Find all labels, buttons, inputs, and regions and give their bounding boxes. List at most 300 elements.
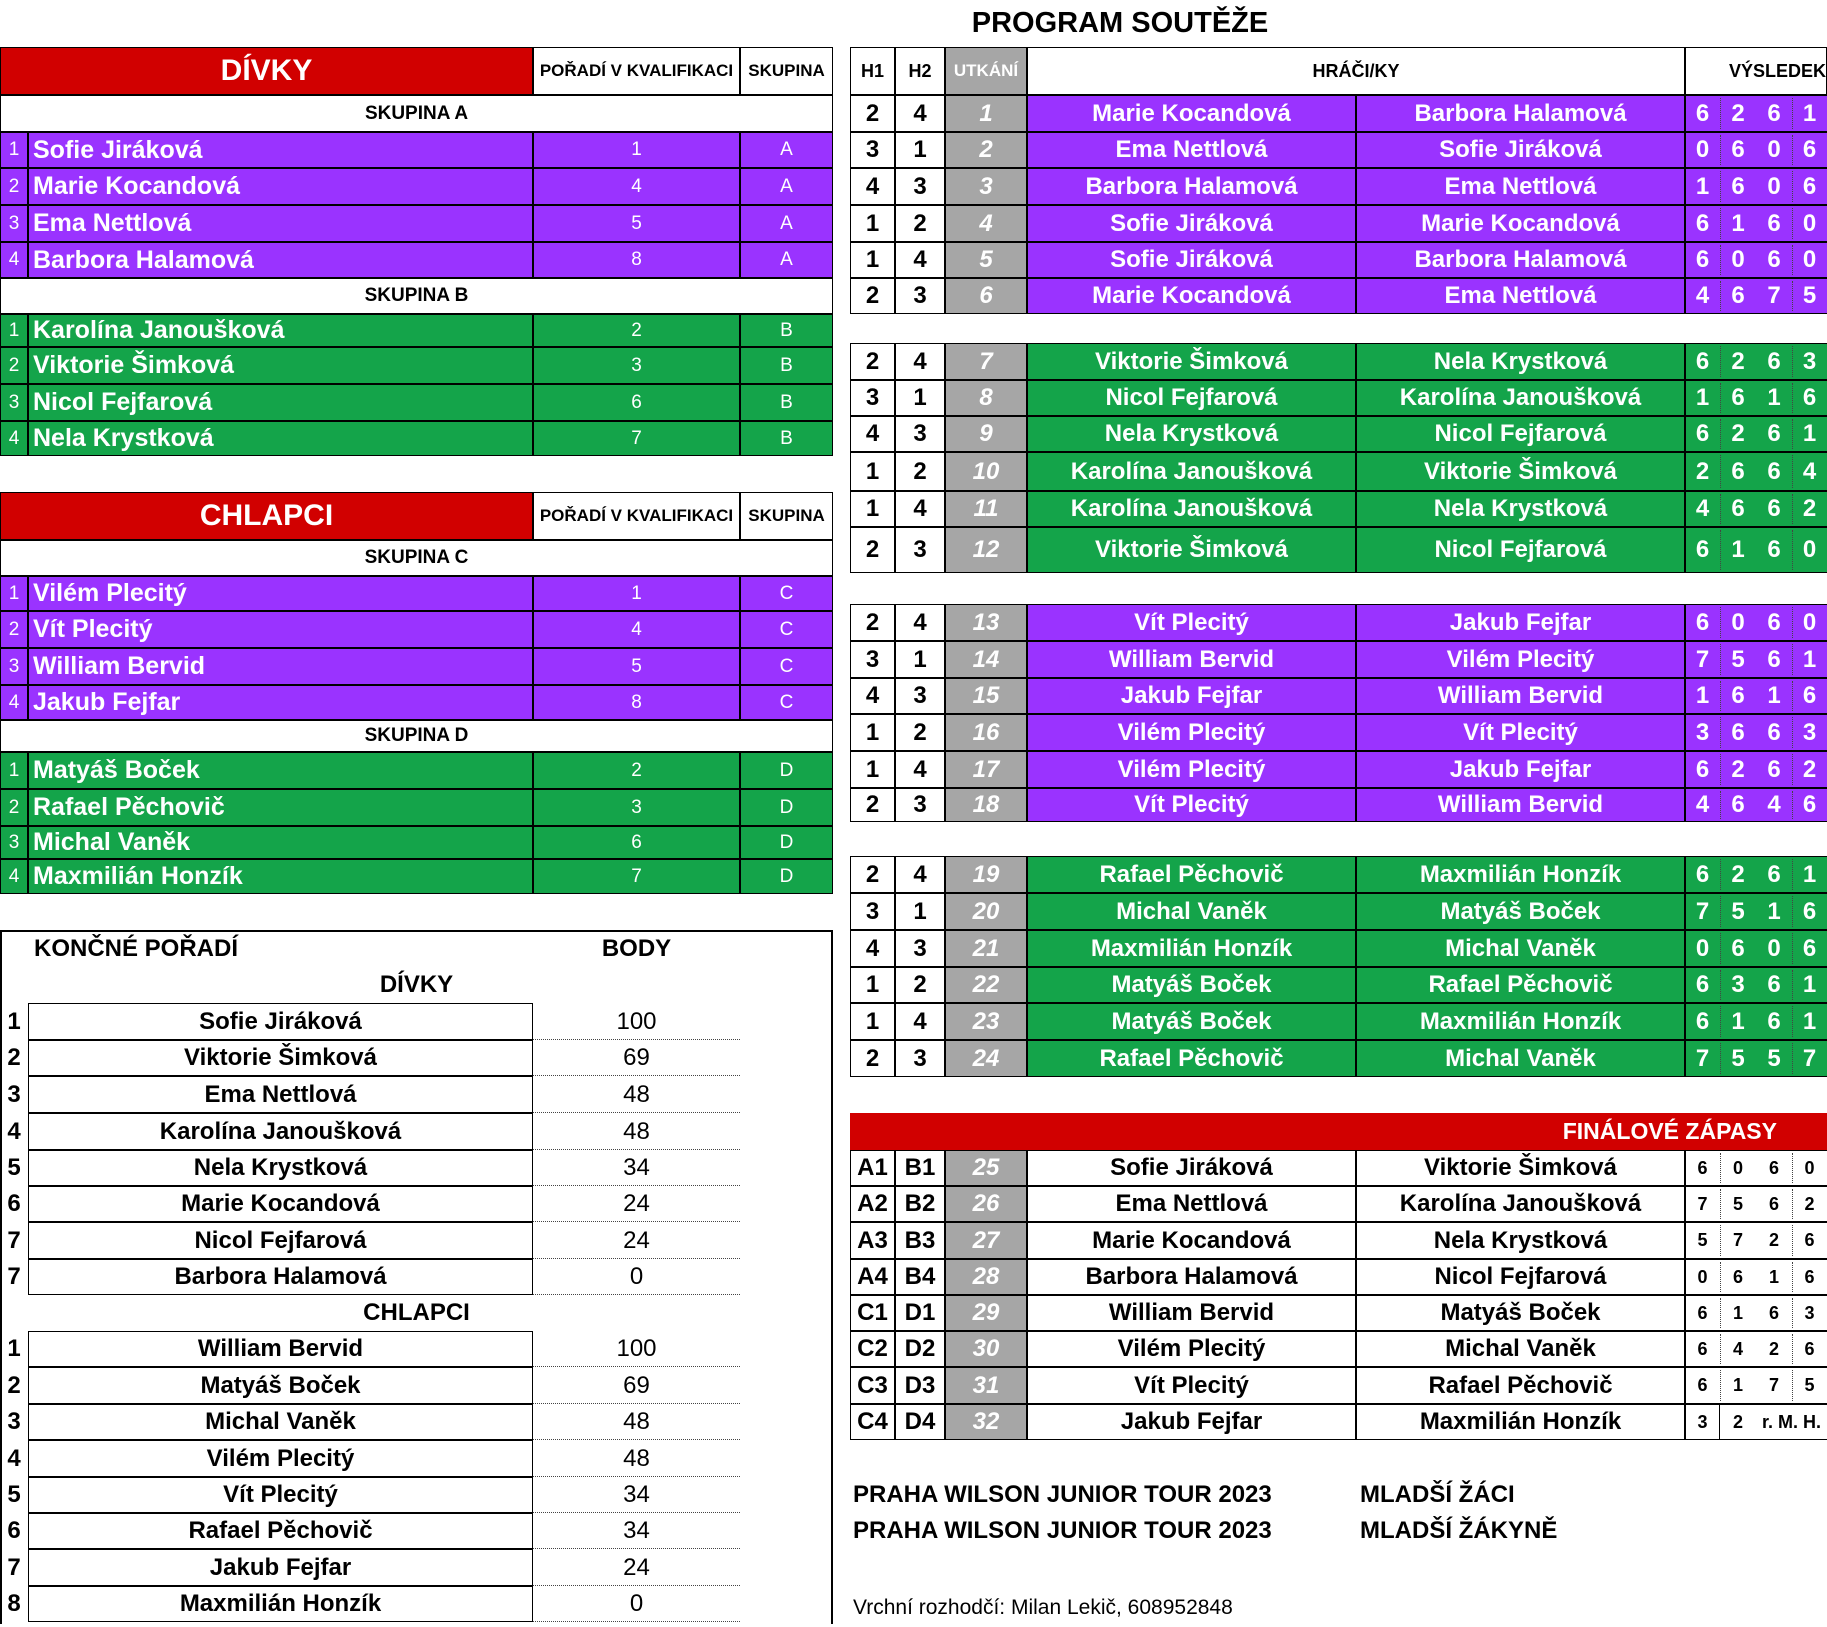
score-border xyxy=(1685,856,1686,893)
match-h2: B3 xyxy=(895,1222,945,1259)
rank-number: 1 xyxy=(7,1335,21,1362)
set-score: 6 xyxy=(1697,1302,1708,1323)
dotted-divider xyxy=(1720,754,1721,785)
group-letter: A xyxy=(740,205,833,242)
set-score: 0 xyxy=(1792,205,1827,242)
match-number: 3 xyxy=(945,168,1027,205)
score-border xyxy=(1685,572,1827,573)
qualification-rank: 1 xyxy=(533,576,740,611)
dotted-divider xyxy=(1792,607,1793,638)
set-score: 6 xyxy=(1792,788,1827,822)
match-h1: A2 xyxy=(850,1186,895,1222)
match-h1: 1 xyxy=(850,242,895,278)
score-border xyxy=(1685,678,1686,714)
set-score: 6 xyxy=(1792,930,1827,967)
match-player-1: William Bervid xyxy=(1027,641,1356,678)
match-player-1: Nela Krystková xyxy=(1027,416,1356,452)
score-border xyxy=(1685,343,1827,344)
match-h1: C3 xyxy=(850,1367,895,1404)
set-score: 7 xyxy=(1685,1040,1720,1077)
set-score: 6 xyxy=(1768,1157,1779,1178)
dotted-divider xyxy=(1720,1370,1721,1401)
match-h1: 1 xyxy=(850,452,895,491)
match-player-1: Marie Kocandová xyxy=(1027,95,1356,132)
match-player-2: Viktorie Šimková xyxy=(1356,1150,1685,1186)
rank-number: 7 xyxy=(7,1226,21,1254)
match-h2: B4 xyxy=(895,1259,945,1295)
player-seed: 3 xyxy=(0,384,28,421)
set-score: 2 xyxy=(1768,1230,1779,1250)
set-score: 3 xyxy=(1685,1404,1720,1440)
match-player-1: Vít Plecitý xyxy=(1027,788,1356,822)
dotted-divider xyxy=(1720,281,1721,311)
match-h2: 2 xyxy=(895,967,945,1003)
match-player-1: Rafael Pěchovič xyxy=(1027,856,1356,893)
dotted-rule xyxy=(533,1621,740,1622)
set-score: 6 xyxy=(1685,242,1720,278)
score-border xyxy=(1685,1040,1827,1041)
dotted-divider xyxy=(1792,859,1793,890)
rank-player-name: Ema Nettlová xyxy=(28,1076,533,1113)
set-score: 6 xyxy=(1756,604,1792,641)
match-h1: 3 xyxy=(850,380,895,416)
match-h2: 1 xyxy=(895,380,945,416)
group-letter: C xyxy=(740,576,833,611)
set-score: 0 xyxy=(1792,604,1827,641)
dotted-divider xyxy=(1792,933,1793,964)
rank-player-name: Maxmilián Honzík xyxy=(28,1586,533,1622)
score-border xyxy=(1685,1040,1686,1077)
player-name: Rafael Pěchovič xyxy=(28,789,533,826)
match-player-2: Sofie Jiráková xyxy=(1356,132,1685,168)
set-score: 6 xyxy=(1685,205,1720,242)
match-player-1: Vilém Plecitý xyxy=(1027,1331,1356,1367)
match-h2: 4 xyxy=(895,343,945,380)
score-border xyxy=(1685,491,1827,492)
set-score: 6 xyxy=(1756,751,1792,788)
match-h2: 4 xyxy=(895,1003,945,1040)
qualification-rank: 8 xyxy=(533,685,740,720)
match-player-2: Maxmilián Honzík xyxy=(1356,856,1685,893)
match-player-1: Ema Nettlová xyxy=(1027,1186,1356,1222)
group-letter: A xyxy=(740,242,833,278)
match-h1: C1 xyxy=(850,1295,895,1331)
match-player-2: Nicol Fejfarová xyxy=(1356,416,1685,452)
set-score: 6 xyxy=(1792,168,1827,205)
match-h1: A3 xyxy=(850,1222,895,1259)
qualification-rank: 3 xyxy=(533,347,740,384)
match-player-1: Sofie Jiráková xyxy=(1027,242,1356,278)
score-border xyxy=(1685,751,1686,788)
group-letter: D xyxy=(740,789,833,826)
rank-points: 48 xyxy=(623,1080,650,1108)
match-number: 29 xyxy=(945,1295,1027,1331)
set-score: 4 xyxy=(1792,452,1827,491)
match-number: 31 xyxy=(945,1367,1027,1404)
match-player-2: Barbora Halamová xyxy=(1356,95,1685,132)
set-score: 2 xyxy=(1768,1338,1779,1359)
score-border xyxy=(1685,714,1686,751)
set-score: 0 xyxy=(1792,527,1827,573)
group-letter: A xyxy=(740,132,833,168)
match-h1: 4 xyxy=(850,168,895,205)
dotted-divider xyxy=(1720,135,1721,165)
match-player-2: Jakub Fejfar xyxy=(1356,604,1685,641)
match-h2: D3 xyxy=(895,1367,945,1404)
match-h1: 4 xyxy=(850,930,895,967)
match-number: 5 xyxy=(945,242,1027,278)
set-score: 2 xyxy=(1792,751,1827,788)
rank-points: 24 xyxy=(623,1190,650,1217)
set-score: 4 xyxy=(1685,788,1720,822)
match-player-2: Jakub Fejfar xyxy=(1356,751,1685,788)
set-score: 5 xyxy=(1720,1040,1756,1077)
dotted-divider xyxy=(1792,494,1793,524)
match-h1: 2 xyxy=(850,856,895,893)
set-score: 1 xyxy=(1792,416,1827,452)
match-player-1: Ema Nettlová xyxy=(1027,132,1356,168)
dotted-divider xyxy=(1720,494,1721,524)
finals-title: FINÁLOVÉ ZÁPASY xyxy=(850,1113,1827,1150)
match-h1: 1 xyxy=(850,714,895,751)
set-score: 1 xyxy=(1756,380,1792,416)
match-h2: B2 xyxy=(895,1186,945,1222)
group-letter: C xyxy=(740,611,833,648)
set-score: 6 xyxy=(1756,416,1792,452)
player-seed: 4 xyxy=(0,421,28,456)
player-name: Maxmilián Honzík xyxy=(28,859,533,894)
set-score: 0 xyxy=(1685,930,1720,967)
match-number: 19 xyxy=(945,856,1027,893)
dotted-divider xyxy=(1720,1334,1721,1364)
tour-name: PRAHA WILSON JUNIOR TOUR 2023 xyxy=(853,1481,1272,1508)
rank-number: 1 xyxy=(7,1007,21,1035)
score-border xyxy=(1685,1076,1827,1077)
match-number: 2 xyxy=(945,132,1027,168)
dotted-divider xyxy=(1792,98,1793,129)
match-player-2: Michal Vaněk xyxy=(1356,1040,1685,1077)
set-score: 5 xyxy=(1756,1040,1792,1077)
match-h2: 3 xyxy=(895,930,945,967)
set-score: 5 xyxy=(1720,641,1756,678)
player-seed: 4 xyxy=(0,685,28,720)
match-player-1: Viktorie Šimková xyxy=(1027,343,1356,380)
set-score: 3 xyxy=(1792,343,1827,380)
match-player-1: Rafael Pěchovič xyxy=(1027,1040,1356,1077)
set-score: 6 xyxy=(1697,1375,1708,1395)
set-score: 2 xyxy=(1732,1411,1743,1432)
column-header: SKUPINA xyxy=(740,47,833,95)
dotted-divider xyxy=(1792,455,1793,488)
match-number: 11 xyxy=(945,491,1027,527)
score-border xyxy=(1685,893,1686,930)
set-score: 2 xyxy=(1720,95,1756,132)
rank-player-name: Marie Kocandová xyxy=(28,1186,533,1222)
page-title: PROGRAM SOUTĚŽE xyxy=(971,6,1269,39)
column-header: POŘADÍ V KVALIFIKACI xyxy=(533,492,740,540)
score-border xyxy=(1685,930,1827,931)
match-player-1: Vít Plecitý xyxy=(1027,604,1356,641)
score-border xyxy=(1685,1439,1827,1440)
match-h1: 3 xyxy=(850,641,895,678)
match-player-2: Nicol Fejfarová xyxy=(1356,527,1685,573)
set-score: 6 xyxy=(1685,751,1720,788)
player-seed: 4 xyxy=(0,242,28,278)
match-h2: 2 xyxy=(895,714,945,751)
dotted-divider xyxy=(1720,419,1721,449)
match-h1: A4 xyxy=(850,1259,895,1295)
match-h2: 3 xyxy=(895,1040,945,1077)
qualification-rank: 8 xyxy=(533,242,740,278)
qualification-rank: 3 xyxy=(533,789,740,826)
player-seed: 1 xyxy=(0,132,28,168)
dotted-divider xyxy=(1792,791,1793,819)
set-score: 6 xyxy=(1756,343,1792,380)
dotted-divider xyxy=(1792,281,1793,311)
match-number: 15 xyxy=(945,678,1027,714)
dotted-divider xyxy=(1720,644,1721,675)
score-border xyxy=(1685,132,1686,168)
set-score: 6 xyxy=(1792,893,1827,930)
match-number: 25 xyxy=(945,1150,1027,1186)
match-player-2: Ema Nettlová xyxy=(1356,168,1685,205)
match-h2: B1 xyxy=(895,1150,945,1186)
group-letter: B xyxy=(740,347,833,384)
match-h2: 3 xyxy=(895,278,945,314)
match-h2: 4 xyxy=(895,242,945,278)
set-score: 1 xyxy=(1720,1003,1756,1040)
score-border xyxy=(1685,1186,1686,1222)
set-score: 6 xyxy=(1756,491,1792,527)
col-h1: H1 xyxy=(850,47,895,95)
dotted-divider xyxy=(1792,208,1793,239)
rank-player-name: Nicol Fejfarová xyxy=(28,1222,533,1259)
set-score: 6 xyxy=(1685,527,1720,573)
score-border xyxy=(1685,1003,1827,1004)
group-letter: C xyxy=(740,648,833,685)
match-h1: 1 xyxy=(850,491,895,527)
player-name: Karolína Janoušková xyxy=(28,314,533,347)
match-h1: 2 xyxy=(850,95,895,132)
score-border xyxy=(1685,1259,1686,1295)
match-h1: 3 xyxy=(850,893,895,930)
set-score: 7 xyxy=(1697,1193,1708,1214)
match-h1: 2 xyxy=(850,343,895,380)
set-score: 2 xyxy=(1792,491,1827,527)
set-score: 7 xyxy=(1732,1230,1743,1250)
rank-number: 2 xyxy=(7,1371,21,1399)
player-seed: 1 xyxy=(0,752,28,789)
player-seed: 3 xyxy=(0,826,28,859)
player-name: Nela Krystková xyxy=(28,421,533,456)
match-player-1: Sofie Jiráková xyxy=(1027,205,1356,242)
rank-points: 0 xyxy=(629,1263,644,1290)
dotted-divider xyxy=(1792,1225,1793,1256)
qualification-rank: 1 xyxy=(533,132,740,168)
column-header: POŘADÍ V KVALIFIKACI xyxy=(533,47,740,95)
set-score: 6 xyxy=(1685,604,1720,641)
match-h1: 1 xyxy=(850,751,895,788)
match-h2: 4 xyxy=(895,491,945,527)
match-player-1: William Bervid xyxy=(1027,1295,1356,1331)
rank-number: 3 xyxy=(7,1408,21,1435)
set-score: 4 xyxy=(1756,788,1792,822)
dotted-divider xyxy=(1792,1334,1793,1364)
dotted-divider xyxy=(1720,791,1721,819)
rank-points: 69 xyxy=(623,1371,650,1399)
set-score: 1 xyxy=(1685,168,1720,205)
set-score: 6 xyxy=(1720,380,1756,416)
score-border xyxy=(1685,452,1686,491)
score-border xyxy=(1685,1150,1686,1186)
match-h2: 3 xyxy=(895,168,945,205)
match-h1: 2 xyxy=(850,604,895,641)
set-score: 6 xyxy=(1756,714,1792,751)
category-name: MLADŠÍ ŽÁKYNĚ xyxy=(1360,1517,1558,1544)
match-number: 14 xyxy=(945,641,1027,678)
dotted-divider xyxy=(1792,681,1793,711)
rank-number: 2 xyxy=(7,1044,21,1071)
set-score: 4 xyxy=(1685,278,1720,314)
match-player-1: Marie Kocandová xyxy=(1027,1222,1356,1259)
score-border xyxy=(1685,205,1686,242)
rank-number: 7 xyxy=(7,1553,21,1581)
match-h2: 3 xyxy=(895,527,945,573)
player-name: Vilém Plecitý xyxy=(28,576,533,611)
score-border xyxy=(1685,168,1686,205)
match-h1: 1 xyxy=(850,205,895,242)
rank-points: 48 xyxy=(623,1117,650,1145)
match-h1: C4 xyxy=(850,1404,895,1440)
score-border xyxy=(1685,527,1827,528)
match-number: 10 xyxy=(945,452,1027,491)
score-border xyxy=(1685,821,1827,822)
dotted-divider xyxy=(1792,1006,1793,1037)
dotted-divider xyxy=(1792,383,1793,413)
set-score: 6 xyxy=(1804,1338,1815,1359)
tour-name: PRAHA WILSON JUNIOR TOUR 2023 xyxy=(853,1517,1272,1544)
match-h1: 3 xyxy=(850,132,895,168)
set-score: 1 xyxy=(1792,967,1827,1003)
match-player-2: William Bervid xyxy=(1356,678,1685,714)
set-score: 6 xyxy=(1685,967,1720,1003)
match-player-2: Marie Kocandová xyxy=(1356,205,1685,242)
rank-number: 5 xyxy=(7,1154,21,1181)
referee-info: Vrchní rozhodčí: Milan Lekič, 608952848 xyxy=(853,1596,1233,1619)
rank-player-name: Barbora Halamová xyxy=(28,1259,533,1295)
set-score: 7 xyxy=(1685,893,1720,930)
group-letter: B xyxy=(740,384,833,421)
score-border xyxy=(1685,1367,1686,1404)
match-number: 30 xyxy=(945,1331,1027,1367)
rank-player-name: Sofie Jiráková xyxy=(28,1003,533,1040)
set-score: 1 xyxy=(1756,678,1792,714)
group-label: SKUPINA B xyxy=(0,278,833,314)
dotted-divider xyxy=(1720,859,1721,890)
dotted-divider xyxy=(1792,135,1793,165)
match-player-1: Maxmilián Honzík xyxy=(1027,930,1356,967)
player-name: Barbora Halamová xyxy=(28,242,533,278)
set-score: 6 xyxy=(1792,678,1827,714)
set-score: 2 xyxy=(1720,416,1756,452)
column-header: SKUPINA xyxy=(740,492,833,540)
rank-number: 4 xyxy=(7,1444,21,1472)
match-h2: 2 xyxy=(895,205,945,242)
dotted-divider xyxy=(1720,1225,1721,1256)
match-number: 22 xyxy=(945,967,1027,1003)
rank-points: 34 xyxy=(623,1481,650,1508)
set-score: 1 xyxy=(1792,95,1827,132)
rank-points: 34 xyxy=(623,1154,650,1181)
match-player-2: Nela Krystková xyxy=(1356,343,1685,380)
player-seed: 3 xyxy=(0,205,28,242)
set-score: 6 xyxy=(1756,205,1792,242)
match-h1: 2 xyxy=(850,788,895,822)
match-h2: 4 xyxy=(895,95,945,132)
player-name: Sofie Jiráková xyxy=(28,132,533,168)
dotted-divider xyxy=(1720,208,1721,239)
rank-player-name: Nela Krystková xyxy=(28,1150,533,1186)
match-player-2: Karolína Janoušková xyxy=(1356,380,1685,416)
set-score: 2 xyxy=(1685,452,1720,491)
match-player-2: Ema Nettlová xyxy=(1356,278,1685,314)
match-number: 1 xyxy=(945,95,1027,132)
match-player-1: Jakub Fejfar xyxy=(1027,678,1356,714)
match-h2: 2 xyxy=(895,452,945,491)
group-letter: D xyxy=(740,859,833,894)
score-border xyxy=(1685,343,1686,380)
rank-number: 8 xyxy=(7,1590,21,1617)
dotted-divider xyxy=(1792,530,1793,570)
category-name: MLADŠÍ ŽÁCI xyxy=(1360,1481,1515,1508)
dotted-divider xyxy=(1720,455,1721,488)
qualification-rank: 6 xyxy=(533,384,740,421)
score-border xyxy=(1685,1295,1686,1331)
player-name: Nicol Fejfarová xyxy=(28,384,533,421)
set-score: 6 xyxy=(1756,242,1792,278)
match-player-1: Sofie Jiráková xyxy=(1027,1150,1356,1186)
set-score: 6 xyxy=(1685,343,1720,380)
dotted-divider xyxy=(1792,896,1793,927)
match-h2: 4 xyxy=(895,751,945,788)
match-number: 9 xyxy=(945,416,1027,452)
dotted-divider xyxy=(1792,419,1793,449)
rank-number: 4 xyxy=(7,1117,21,1145)
ranking-border xyxy=(831,930,833,1624)
set-score: 6 xyxy=(1756,1003,1792,1040)
match-number: 23 xyxy=(945,1003,1027,1040)
rank-points: 69 xyxy=(623,1044,650,1071)
score-border xyxy=(1685,278,1686,314)
dotted-divider xyxy=(1792,1153,1793,1183)
score-border xyxy=(1685,491,1686,527)
qualification-rank: 7 xyxy=(533,421,740,456)
qualification-rank: 5 xyxy=(533,648,740,685)
match-player-1: Matyáš Boček xyxy=(1027,1003,1356,1040)
set-score: 6 xyxy=(1697,1157,1708,1178)
rank-player-name: Vilém Plecitý xyxy=(28,1440,533,1477)
dotted-divider xyxy=(1720,171,1721,202)
player-seed: 2 xyxy=(0,168,28,205)
set-score: 1 xyxy=(1792,641,1827,678)
score-border xyxy=(1685,788,1686,822)
score-border xyxy=(1685,930,1686,967)
player-name: Ema Nettlová xyxy=(28,205,533,242)
match-player-1: Vít Plecitý xyxy=(1027,1367,1356,1404)
match-h1: 1 xyxy=(850,967,895,1003)
player-name: Michal Vaněk xyxy=(28,826,533,859)
rank-player-name: William Bervid xyxy=(28,1331,533,1367)
